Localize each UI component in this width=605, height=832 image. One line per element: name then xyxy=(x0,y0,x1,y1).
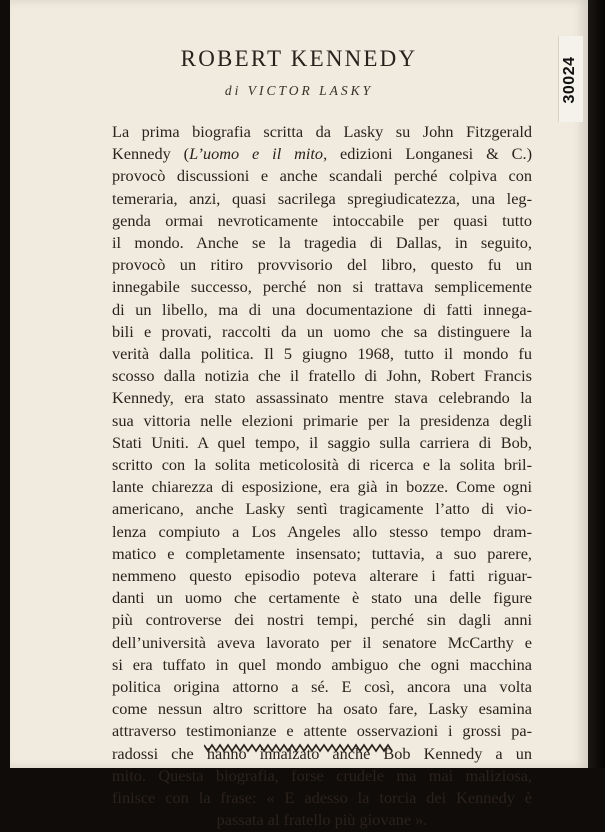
blurb-line: attraverso testimonianze e attente osservazioni i grossi pa- xyxy=(112,721,532,741)
blurb-line: finisce con la frase: « E adesso la torcia dei Kennedy è xyxy=(112,788,532,808)
blurb-line: provocò un ritiro provvisorio del libro, questo fu un xyxy=(112,255,532,275)
blurb-line: più controverse dei nostri tempi, perché sin dagli anni xyxy=(112,610,532,630)
blurb-line: innegabile successo, perché non si trattava semplicemente xyxy=(112,277,532,297)
blurb-line: mito. Questa biografia, forse crudele ma mai maliziosa, xyxy=(112,765,532,785)
blurb-line: La prima biografia scritta da Lasky su John Fitzgerald xyxy=(112,122,532,141)
blurb-line: nemmeno questo episodio poteva alterare i fatti riguar- xyxy=(112,566,532,586)
blurb-line: dell’università aveva lavorato per il senatore McCarthy e xyxy=(112,632,532,652)
blurb-line: passata al fratello più giovane ». xyxy=(216,810,428,830)
dark-background-edge xyxy=(588,0,605,768)
inventory-number: 30024 xyxy=(561,56,578,104)
blurb-line: sua vittoria nelle elezioni primarie per la presidenza degli xyxy=(112,410,532,430)
blurb-line: provocò discussioni e anche scandali perché colpiva con xyxy=(112,166,532,186)
blurb-line: si era tuffato in quel mondo ambiguo che ogni macchina xyxy=(112,654,532,674)
blurb-line: di un libello, ma di una documentazione di fatti innega- xyxy=(112,299,532,319)
blurb-line: danti un uomo che certamente è stato una delle figure xyxy=(112,588,532,608)
blurb-paragraph xyxy=(112,121,532,832)
book-title: ROBERT KENNEDY xyxy=(180,46,418,71)
blurb-line: politica origina attorno a sé. E così, ancora una volta xyxy=(112,677,532,697)
cited-book-title: L’uomo e il mito xyxy=(189,144,324,164)
blurb-line: genda ormai nevroticamente intoccabile per quasi tutto xyxy=(112,210,532,230)
blurb-line: Kennedy (L’uomo e il mito, edizioni Longanesi & C.) xyxy=(112,144,532,164)
blurb-line: bili e provati, raccolti da un uomo che sa distinguere la xyxy=(112,321,532,341)
blurb-line: Kennedy, era stato assassinato mentre stava celebrando la xyxy=(112,388,532,408)
author-byline: di VICTOR LASKY xyxy=(224,83,374,98)
blurb-line: scosso dalla notizia che il fratello di John, Robert Francis xyxy=(112,366,532,386)
zigzag-rule-icon xyxy=(204,741,394,759)
blurb-line: temeraria, anzi, quasi sacrilega spregiudicatezza, una leg- xyxy=(112,188,532,208)
blurb-line: lante chiarezza di esposizione, era già in bozze. Come ogni xyxy=(112,477,532,497)
blurb-line: americano, anche Lasky sentì tragicamente l’atto di vio- xyxy=(112,499,532,519)
blurb-line: verità dalla politica. Il 5 giugno 1968, tutto il mondo fu xyxy=(112,344,532,364)
blurb-line: il mondo. Anche se la tragedia di Dallas, in seguito, xyxy=(112,233,532,253)
blurb-line: come nessun altro scrittore ha osato fare, Lasky esamina xyxy=(112,699,532,719)
blurb-line: Stati Uniti. A quel tempo, il saggio sulla carriera di Bob, xyxy=(112,432,532,452)
blurb-line: lenza compiuto a Los Angeles allo stesso tempo dram- xyxy=(112,521,532,541)
blurb-line: scritto con la solita meticolosità di ricerca e la solita bril- xyxy=(112,455,532,475)
blurb-line: radossi che hanno innalzato anche Bob Kennedy a un xyxy=(112,743,532,763)
blurb-line: matico e completamente insensato; tuttavia, a suo parere, xyxy=(112,543,532,563)
